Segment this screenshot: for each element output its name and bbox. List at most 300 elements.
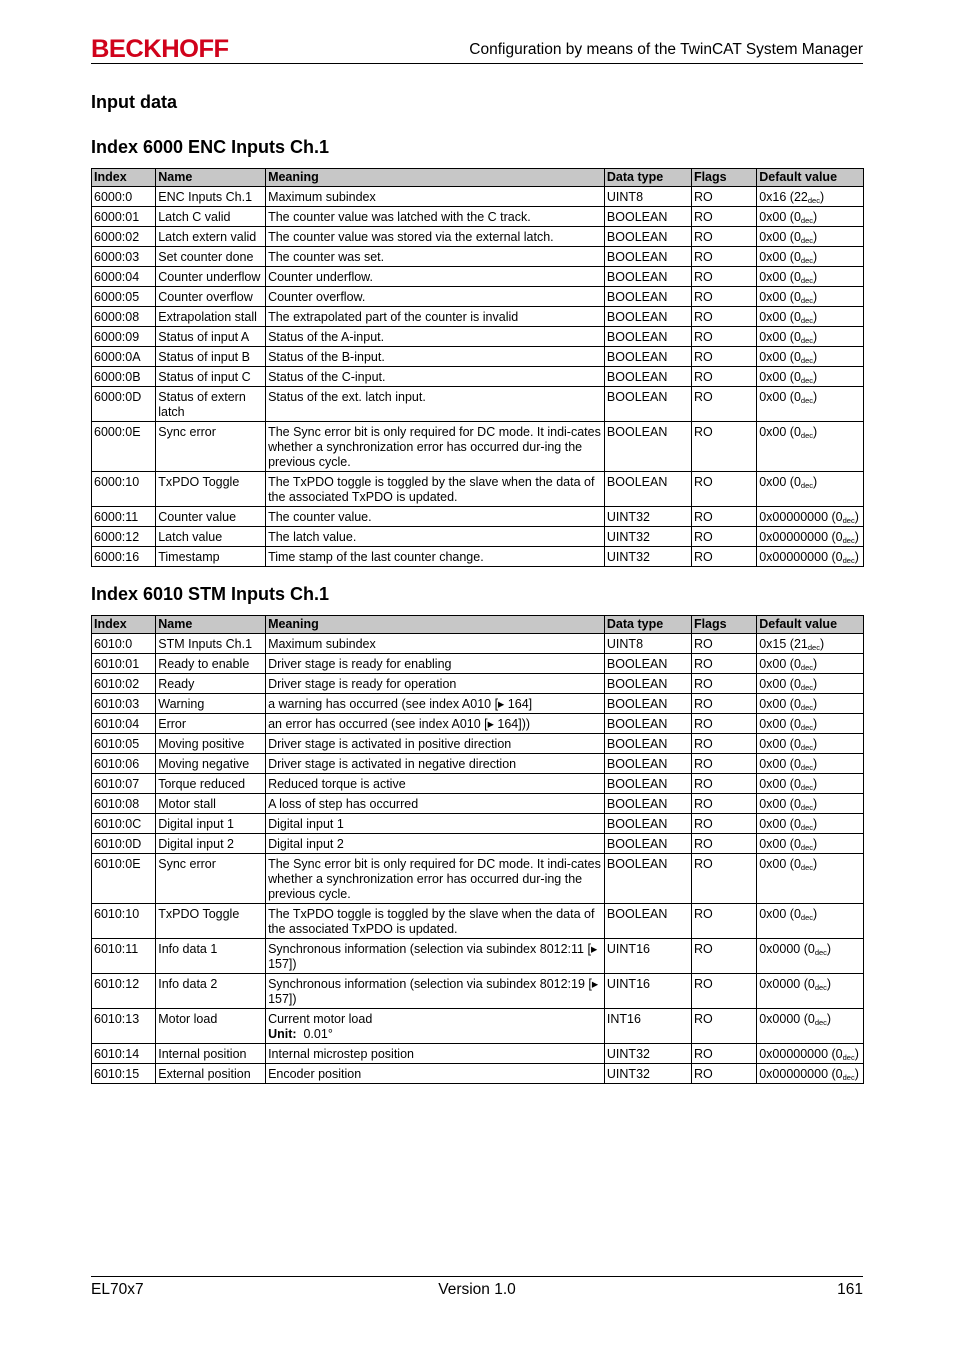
default-value-close: ) <box>813 350 818 364</box>
cell-meaning <box>266 754 605 774</box>
cell-data-type: BOOLEAN <box>604 287 691 307</box>
cell-flags: RO <box>691 207 756 227</box>
default-value-text: 0x00 (0 <box>759 737 801 751</box>
cell-index: 6000:0 <box>92 187 156 207</box>
cell-name: Torque reduced <box>156 774 266 794</box>
cell-flags: RO <box>691 267 756 287</box>
table-row <box>92 774 864 794</box>
cell-index: 6000:0E <box>92 422 156 472</box>
meaning-text: Status of the B-input. <box>268 350 385 364</box>
radix-subscript: dec <box>800 481 814 490</box>
radix-subscript: dec <box>800 663 814 672</box>
cell-index: 6010:12 <box>92 974 156 1009</box>
meaning-text: Encoder position <box>268 1067 362 1081</box>
cell-data-type: UINT16 <box>604 974 691 1009</box>
cell-data-type: UINT32 <box>604 1064 691 1084</box>
meaning-text: Digital input 2 <box>268 837 344 851</box>
radix-subscript: dec <box>842 556 855 565</box>
cell-flags: RO <box>691 1009 756 1044</box>
cell-flags: RO <box>691 794 756 814</box>
column-header-meaning: Meaning <box>266 616 605 634</box>
radix-subscript: dec <box>814 1018 827 1027</box>
default-value-text: 0x00000000 (0 <box>759 530 843 544</box>
cell-index: 6010:0 <box>92 634 156 654</box>
default-value-text: 0x00 (0 <box>759 797 801 811</box>
meaning-text: Driver stage is ready for operation <box>268 677 457 691</box>
cell-data-type: BOOLEAN <box>604 387 691 422</box>
cell-name: Ready to enable <box>156 654 266 674</box>
footer-divider <box>91 1276 863 1277</box>
default-value-close: ) <box>819 190 825 204</box>
default-value-text: 0x00 (0 <box>759 350 801 364</box>
cell-meaning <box>266 634 605 654</box>
cell-name: Warning <box>156 694 266 714</box>
cell-name: Latch value <box>156 527 266 547</box>
cell-data-type: BOOLEAN <box>604 267 691 287</box>
cell-data-type: BOOLEAN <box>604 794 691 814</box>
table-row <box>92 287 864 307</box>
table-row <box>92 367 864 387</box>
default-value-text: 0x00 (0 <box>759 757 801 771</box>
column-header-flags: Flags <box>691 169 756 187</box>
radix-subscript: dec <box>842 1053 855 1062</box>
meaning-text: Internal microstep position <box>268 1047 414 1061</box>
cell-data-type: UINT32 <box>604 1044 691 1064</box>
radix-subscript: dec <box>800 783 814 792</box>
cell-default-value <box>757 1044 864 1064</box>
default-value-text: 0x00 (0 <box>759 270 801 284</box>
cell-default-value <box>757 547 864 567</box>
cell-default-value <box>757 754 864 774</box>
radix-subscript: dec <box>807 643 820 652</box>
table-row <box>92 814 864 834</box>
cell-flags: RO <box>691 547 756 567</box>
radix-subscript: dec <box>842 536 855 545</box>
cell-default-value <box>757 694 864 714</box>
cell-meaning <box>266 694 605 714</box>
cell-flags: RO <box>691 904 756 939</box>
default-value-close: ) <box>813 370 818 384</box>
cell-data-type: BOOLEAN <box>604 904 691 939</box>
meaning-text: Status of the C-input. <box>268 370 386 384</box>
cell-meaning <box>266 904 605 939</box>
radix-subscript: dec <box>800 256 814 265</box>
cell-default-value <box>757 1064 864 1084</box>
cell-meaning <box>266 734 605 754</box>
cell-meaning <box>266 814 605 834</box>
cell-flags: RO <box>691 814 756 834</box>
cell-name: Set counter done <box>156 247 266 267</box>
cell-name: Moving negative <box>156 754 266 774</box>
cell-name: External position <box>156 1064 266 1084</box>
cell-meaning <box>266 939 605 974</box>
cell-index: 6010:11 <box>92 939 156 974</box>
cell-data-type: BOOLEAN <box>604 347 691 367</box>
radix-subscript: dec <box>800 723 814 732</box>
cell-flags: RO <box>691 1044 756 1064</box>
cell-data-type: BOOLEAN <box>604 694 691 714</box>
cell-data-type: BOOLEAN <box>604 247 691 267</box>
table-row <box>92 327 864 347</box>
default-value-close: ) <box>813 475 818 489</box>
cell-flags: RO <box>691 507 756 527</box>
cell-flags: RO <box>691 307 756 327</box>
cell-flags: RO <box>691 694 756 714</box>
cell-meaning <box>266 327 605 347</box>
radix-subscript: dec <box>842 1073 855 1082</box>
cell-index: 6010:02 <box>92 674 156 694</box>
table-row <box>92 794 864 814</box>
cell-index: 6000:0B <box>92 367 156 387</box>
meaning-text: Driver stage is activated in negative direction <box>268 757 517 771</box>
cell-index: 6010:10 <box>92 904 156 939</box>
meaning-text: Synchronous information (selection via subindex 8012:11 [▸ 157]) <box>268 942 598 971</box>
footer-page-number: 161 <box>837 1281 863 1298</box>
cell-name: Counter underflow <box>156 267 266 287</box>
meaning-text: The Sync error bit is only required for DC mode. It indi-cates whether a synchronization error has occurred dur-ing the previous cycle. <box>268 425 601 469</box>
cell-flags: RO <box>691 634 756 654</box>
radix-subscript: dec <box>800 216 814 225</box>
cell-meaning <box>266 367 605 387</box>
cell-data-type: BOOLEAN <box>604 327 691 347</box>
radix-subscript: dec <box>800 276 814 285</box>
cell-data-type: BOOLEAN <box>604 307 691 327</box>
table-header-row <box>92 169 864 187</box>
cell-default-value <box>757 267 864 287</box>
radix-subscript: dec <box>800 431 814 440</box>
cell-meaning <box>266 472 605 507</box>
radix-subscript: dec <box>800 296 814 305</box>
table-row <box>92 734 864 754</box>
cell-default-value <box>757 507 864 527</box>
cell-index: 6000:09 <box>92 327 156 347</box>
cell-data-type: BOOLEAN <box>604 654 691 674</box>
cell-name: Moving positive <box>156 734 266 754</box>
radix-subscript: dec <box>814 983 827 992</box>
default-value-close: ) <box>819 637 825 651</box>
cell-data-type: BOOLEAN <box>604 227 691 247</box>
cell-data-type: UINT8 <box>604 187 691 207</box>
default-value-close: ) <box>826 942 832 956</box>
cell-flags: RO <box>691 327 756 347</box>
default-value-close: ) <box>813 677 818 691</box>
cell-index: 6010:14 <box>92 1044 156 1064</box>
meaning-text: Maximum subindex <box>268 190 376 204</box>
cell-index: 6000:11 <box>92 507 156 527</box>
meaning-text: The TxPDO toggle is toggled by the slave when the data of the associated TxPDO is updated. <box>268 475 595 504</box>
radix-subscript: dec <box>807 196 820 205</box>
cell-default-value <box>757 654 864 674</box>
meaning-text: The Sync error bit is only required for DC mode. It indi-cates whether a synchronization error has occurred dur-ing the previous cycle. <box>268 857 601 901</box>
default-value-close: ) <box>854 1067 859 1081</box>
default-value-text: 0x00 (0 <box>759 717 801 731</box>
default-value-close: ) <box>854 1047 859 1061</box>
table-row <box>92 347 864 367</box>
default-value-close: ) <box>813 425 818 439</box>
table-row <box>92 422 864 472</box>
cell-name: Info data 2 <box>156 974 266 1009</box>
meaning-text: The counter was set. <box>268 250 385 264</box>
default-value-close: ) <box>813 717 818 731</box>
cell-meaning <box>266 387 605 422</box>
table-row <box>92 834 864 854</box>
default-value-text: 0x00 (0 <box>759 390 801 404</box>
cell-flags: RO <box>691 834 756 854</box>
header-title: Configuration by means of the TwinCAT System Manager <box>469 41 863 58</box>
table-row <box>92 207 864 227</box>
footer-version: Version 1.0 <box>438 1281 516 1298</box>
table-row <box>92 694 864 714</box>
table-row <box>92 472 864 507</box>
cell-data-type: UINT8 <box>604 634 691 654</box>
cell-default-value <box>757 227 864 247</box>
meaning-text: Digital input 1 <box>268 817 344 831</box>
cell-data-type: UINT32 <box>604 527 691 547</box>
radix-subscript: dec <box>800 743 814 752</box>
cell-meaning <box>266 1009 605 1044</box>
meaning-text: The counter value was latched with the C track. <box>268 210 531 224</box>
default-value-text: 0x00 (0 <box>759 475 801 489</box>
table-row <box>92 387 864 422</box>
default-value-text: 0x0000 (0 <box>759 977 815 991</box>
cell-name: Counter value <box>156 507 266 527</box>
cell-index: 6000:02 <box>92 227 156 247</box>
cell-default-value <box>757 387 864 422</box>
radix-subscript: dec <box>800 376 814 385</box>
cell-default-value <box>757 422 864 472</box>
cell-flags: RO <box>691 754 756 774</box>
meaning-text: Maximum subindex <box>268 637 376 651</box>
cell-name: Timestamp <box>156 547 266 567</box>
table-row <box>92 904 864 939</box>
cell-name: Extrapolation stall <box>156 307 266 327</box>
table-title-6010: Index 6010 STM Inputs Ch.1 <box>91 584 330 604</box>
cell-name: Digital input 1 <box>156 814 266 834</box>
cell-index: 6000:12 <box>92 527 156 547</box>
meaning-text: Synchronous information (selection via subindex 8012:19 [▸ 157]) <box>268 977 599 1006</box>
cell-default-value <box>757 714 864 734</box>
radix-subscript: dec <box>800 336 814 345</box>
default-value-text: 0x15 (21 <box>759 637 808 651</box>
cell-index: 6000:03 <box>92 247 156 267</box>
cell-meaning <box>266 227 605 247</box>
default-value-close: ) <box>813 210 818 224</box>
default-value-text: 0x00000000 (0 <box>759 550 843 564</box>
column-header-name: Name <box>156 169 266 187</box>
table-row <box>92 754 864 774</box>
unit-value: 0.01° <box>303 1027 333 1041</box>
cell-default-value <box>757 307 864 327</box>
meaning-text: The extrapolated part of the counter is invalid <box>268 310 519 324</box>
cell-meaning <box>266 187 605 207</box>
cell-meaning <box>266 674 605 694</box>
cell-index: 6010:03 <box>92 694 156 714</box>
column-header-data-type: Data type <box>604 169 691 187</box>
default-value-text: 0x00 (0 <box>759 210 801 224</box>
default-value-close: ) <box>813 797 818 811</box>
meaning-text: Time stamp of the last counter change. <box>268 550 484 564</box>
column-header-data-type: Data type <box>604 616 691 634</box>
meaning-text: Counter overflow. <box>268 290 366 304</box>
column-header-index: Index <box>92 616 156 634</box>
cell-meaning <box>266 974 605 1009</box>
default-value-text: 0x00 (0 <box>759 837 801 851</box>
cell-name: Sync error <box>156 422 266 472</box>
default-value-close: ) <box>813 657 818 671</box>
table-row <box>92 1064 864 1084</box>
meaning-text: The TxPDO toggle is toggled by the slave when the data of the associated TxPDO is updated. <box>268 907 595 936</box>
cell-index: 6000:0D <box>92 387 156 422</box>
cell-name: Error <box>156 714 266 734</box>
cell-data-type: BOOLEAN <box>604 207 691 227</box>
cell-name: Status of input C <box>156 367 266 387</box>
cell-meaning <box>266 1064 605 1084</box>
cell-meaning <box>266 854 605 904</box>
cell-name: Ready <box>156 674 266 694</box>
cell-default-value <box>757 207 864 227</box>
cell-name: ENC Inputs Ch.1 <box>156 187 266 207</box>
table-row <box>92 974 864 1009</box>
cell-default-value <box>757 187 864 207</box>
default-value-close: ) <box>813 777 818 791</box>
cell-default-value <box>757 367 864 387</box>
cell-flags: RO <box>691 367 756 387</box>
cell-index: 6010:0E <box>92 854 156 904</box>
default-value-text: 0x00 (0 <box>759 310 801 324</box>
cell-default-value <box>757 472 864 507</box>
cell-default-value <box>757 527 864 547</box>
cell-meaning <box>266 267 605 287</box>
cell-data-type: BOOLEAN <box>604 422 691 472</box>
cell-meaning <box>266 287 605 307</box>
cell-data-type: BOOLEAN <box>604 754 691 774</box>
meaning-text: Counter underflow. <box>268 270 373 284</box>
default-value-text: 0x0000 (0 <box>759 942 815 956</box>
default-value-text: 0x0000 (0 <box>759 1012 815 1026</box>
cell-name: Status of extern latch <box>156 387 266 422</box>
cell-index: 6010:0C <box>92 814 156 834</box>
cell-data-type: BOOLEAN <box>604 734 691 754</box>
meaning-text: Status of the A-input. <box>268 330 385 344</box>
column-header-index: Index <box>92 169 156 187</box>
cell-meaning <box>266 547 605 567</box>
cell-index: 6010:05 <box>92 734 156 754</box>
meaning-text: a warning has occurred (see index A010 [▸ 164] <box>268 697 533 711</box>
default-value-text: 0x00 (0 <box>759 330 801 344</box>
table-row <box>92 674 864 694</box>
default-value-text: 0x00000000 (0 <box>759 510 843 524</box>
cell-name: Latch C valid <box>156 207 266 227</box>
table-row <box>92 227 864 247</box>
default-value-close: ) <box>813 817 818 831</box>
cell-name: Sync error <box>156 854 266 904</box>
radix-subscript: dec <box>800 823 814 832</box>
cell-data-type: INT16 <box>604 1009 691 1044</box>
cell-data-type: BOOLEAN <box>604 774 691 794</box>
default-value-close: ) <box>813 270 818 284</box>
cell-flags: RO <box>691 974 756 1009</box>
cell-flags: RO <box>691 527 756 547</box>
cell-index: 6000:10 <box>92 472 156 507</box>
cell-data-type: BOOLEAN <box>604 834 691 854</box>
default-value-close: ) <box>813 330 818 344</box>
radix-subscript: dec <box>800 236 814 245</box>
cell-data-type: UINT32 <box>604 547 691 567</box>
cell-meaning <box>266 527 605 547</box>
cell-index: 6010:07 <box>92 774 156 794</box>
cell-meaning <box>266 714 605 734</box>
cell-flags: RO <box>691 774 756 794</box>
cell-default-value <box>757 634 864 654</box>
radix-subscript: dec <box>800 356 814 365</box>
cell-index: 6010:04 <box>92 714 156 734</box>
cell-name: TxPDO Toggle <box>156 904 266 939</box>
default-value-close: ) <box>813 250 818 264</box>
cell-meaning <box>266 247 605 267</box>
footer-product: EL70x7 <box>91 1281 144 1298</box>
default-value-text: 0x00 (0 <box>759 370 801 384</box>
cell-data-type: BOOLEAN <box>604 814 691 834</box>
meaning-text: Driver stage is activated in positive direction <box>268 737 512 751</box>
cell-index: 6000:05 <box>92 287 156 307</box>
table-title-6000: Index 6000 ENC Inputs Ch.1 <box>91 137 330 157</box>
default-value-text: 0x16 (22 <box>759 190 808 204</box>
cell-data-type: BOOLEAN <box>604 472 691 507</box>
cell-name: Motor load <box>156 1009 266 1044</box>
cell-flags: RO <box>691 287 756 307</box>
radix-subscript: dec <box>800 316 814 325</box>
default-value-close: ) <box>813 757 818 771</box>
default-value-close: ) <box>813 857 818 871</box>
cell-index: 6010:06 <box>92 754 156 774</box>
column-header-default-value: Default value <box>757 616 864 634</box>
cell-name: Counter overflow <box>156 287 266 307</box>
cell-default-value <box>757 674 864 694</box>
table-row <box>92 939 864 974</box>
table-row <box>92 187 864 207</box>
cell-meaning <box>266 1044 605 1064</box>
default-value-close: ) <box>854 530 859 544</box>
cell-default-value <box>757 854 864 904</box>
default-value-close: ) <box>813 737 818 751</box>
table-row <box>92 307 864 327</box>
table-row <box>92 714 864 734</box>
default-value-close: ) <box>826 977 832 991</box>
default-value-text: 0x00 (0 <box>759 290 801 304</box>
default-value-text: 0x00000000 (0 <box>759 1047 843 1061</box>
cell-data-type: BOOLEAN <box>604 854 691 904</box>
cell-flags: RO <box>691 347 756 367</box>
radix-subscript: dec <box>800 763 814 772</box>
table-row <box>92 854 864 904</box>
cell-flags: RO <box>691 714 756 734</box>
meaning-text: The counter value. <box>268 510 372 524</box>
cell-meaning <box>266 507 605 527</box>
meaning-text: Current motor load <box>268 1012 373 1026</box>
table-row <box>92 507 864 527</box>
default-value-close: ) <box>813 290 818 304</box>
column-header-name: Name <box>156 616 266 634</box>
cell-name: TxPDO Toggle <box>156 472 266 507</box>
cell-index: 6010:13 <box>92 1009 156 1044</box>
object-table-6010 <box>91 615 864 1084</box>
cell-meaning <box>266 422 605 472</box>
column-header-flags: Flags <box>691 616 756 634</box>
default-value-close: ) <box>813 907 818 921</box>
cell-name: Info data 1 <box>156 939 266 974</box>
cell-flags: RO <box>691 187 756 207</box>
cell-index: 6010:01 <box>92 654 156 674</box>
